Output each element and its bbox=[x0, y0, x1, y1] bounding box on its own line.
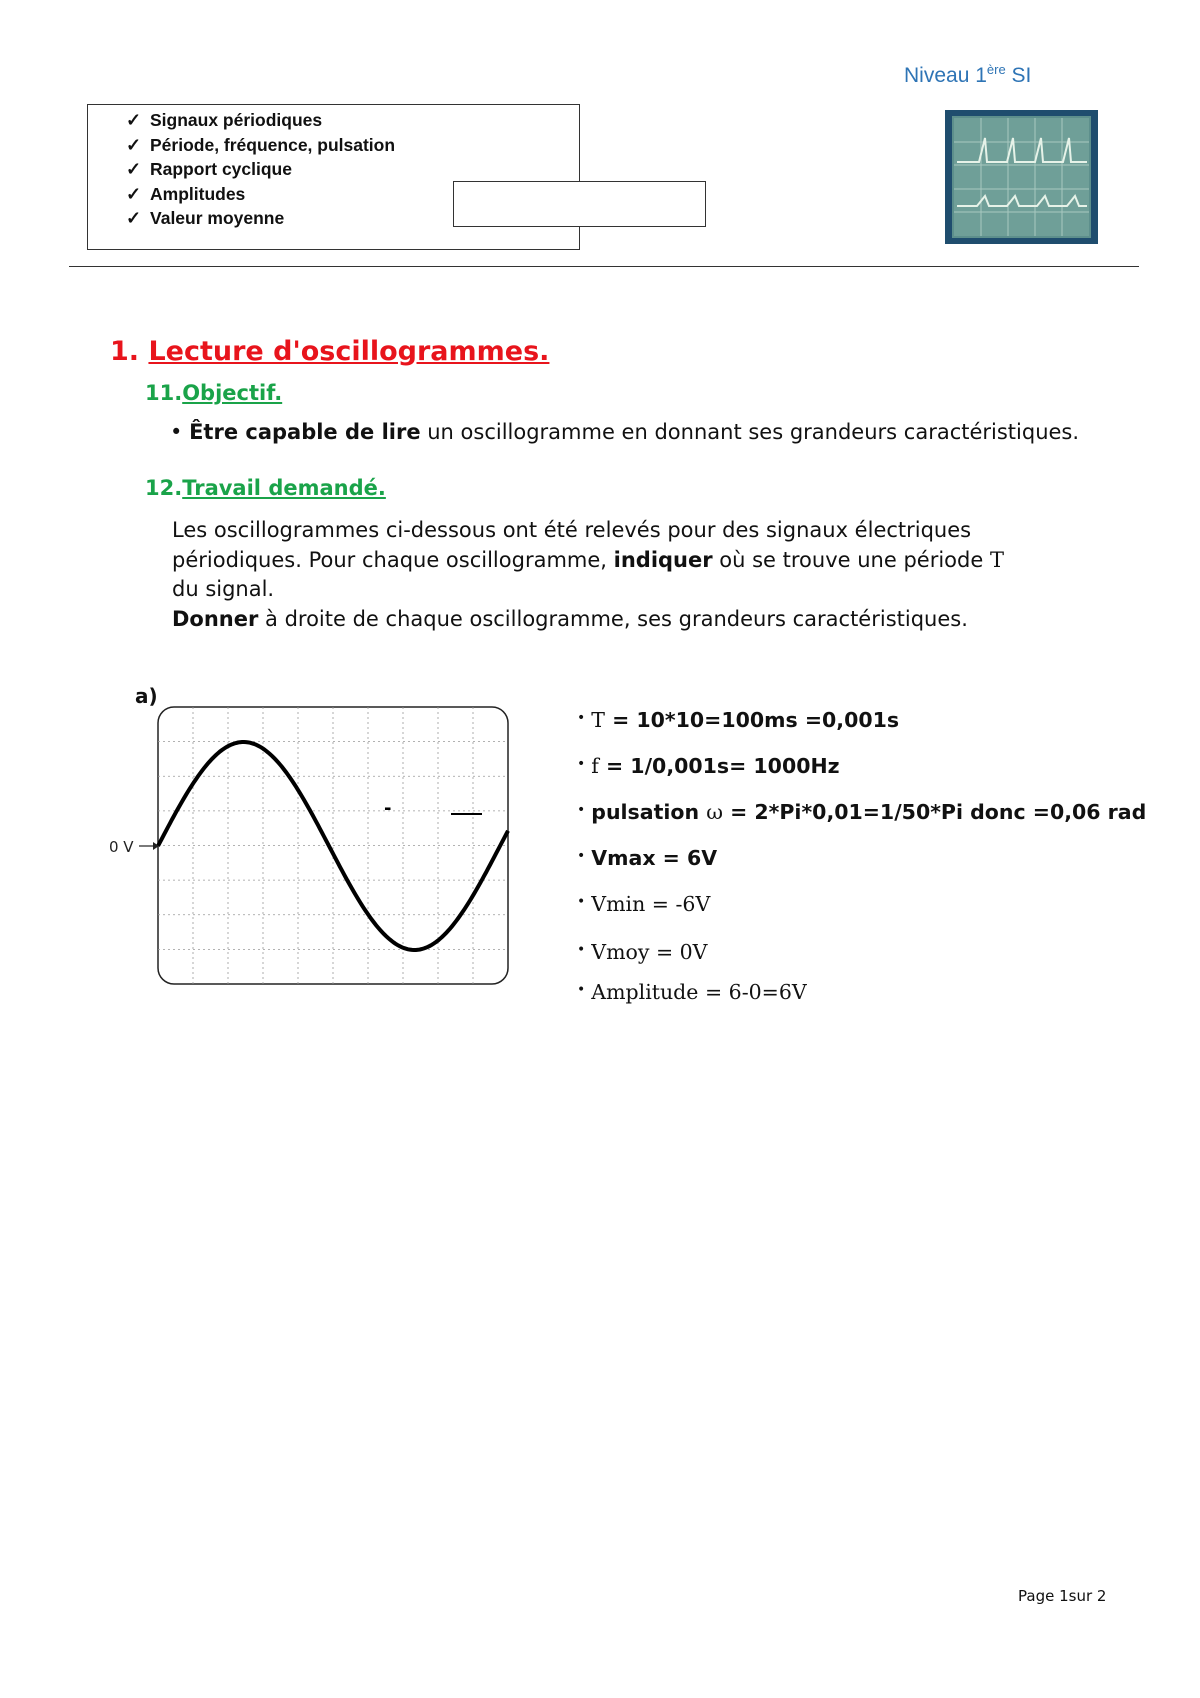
instructions-line bbox=[172, 605, 1072, 635]
bullet-icon: • bbox=[577, 942, 586, 958]
level-prefix: Niveau 1 bbox=[904, 64, 987, 87]
amplitude-item bbox=[577, 980, 807, 1004]
value: = 2*Pi*0,01=1/50*Pi donc =0,06 rad bbox=[722, 800, 1147, 824]
check-icon: ✓ bbox=[126, 159, 142, 179]
topic-item bbox=[126, 108, 395, 133]
bullet-icon: • bbox=[577, 894, 586, 910]
instructions-line bbox=[172, 546, 1072, 576]
topic-label: Signaux périodiques bbox=[150, 110, 323, 130]
text-bold: indiquer bbox=[613, 547, 713, 572]
text-run: où se trouve une période bbox=[712, 547, 990, 572]
bullet-icon: • bbox=[170, 420, 183, 444]
objective-bold: Être capable de lire bbox=[189, 420, 421, 444]
level-sup: ère bbox=[986, 62, 1006, 77]
value: Vmoy = 0V bbox=[591, 940, 708, 964]
frequency-item bbox=[577, 754, 840, 778]
objective-rest: un oscillogramme en donnant ses grandeurs caractéristiques. bbox=[420, 420, 1080, 444]
bullet-icon: • bbox=[577, 848, 586, 864]
symbol: ω bbox=[706, 800, 723, 824]
period-symbol: T bbox=[989, 547, 1004, 572]
pulsation-item bbox=[577, 800, 1146, 824]
instructions-line: Les oscillogrammes ci-dessous ont été relevés pour des signaux électriques bbox=[172, 518, 972, 542]
vmoy-item bbox=[577, 940, 708, 964]
topic-item bbox=[126, 157, 395, 182]
vmin-item bbox=[577, 892, 710, 916]
value: = 10*10=100ms =0,001s bbox=[604, 708, 900, 732]
subsection-objective bbox=[145, 381, 282, 405]
oscilloscope-photo bbox=[945, 110, 1098, 244]
value: Vmax = 6V bbox=[591, 846, 718, 870]
scope-mark: - bbox=[384, 798, 392, 819]
text-run: périodiques. Pour chaque oscillogramme, bbox=[172, 547, 614, 572]
empty-box bbox=[453, 181, 706, 227]
topic-item bbox=[126, 182, 395, 207]
subsection-work bbox=[145, 476, 386, 500]
text-run: à droite de chaque oscillogramme, ses grandeurs caractéristiques. bbox=[258, 606, 968, 631]
bullet-icon: • bbox=[577, 802, 586, 818]
topic-label: Amplitudes bbox=[150, 183, 246, 204]
bullet-icon: • bbox=[577, 756, 586, 772]
level-label bbox=[904, 62, 1031, 88]
value: Vmin = -6V bbox=[591, 892, 711, 916]
subsection-title: Objectif. bbox=[182, 381, 283, 405]
zero-volt-label: 0 V bbox=[109, 838, 134, 856]
vmax-item bbox=[577, 846, 717, 870]
symbol: f bbox=[591, 754, 599, 778]
bullet-icon: • bbox=[577, 982, 586, 998]
subsection-title: Travail demandé. bbox=[182, 476, 386, 500]
section-number: 1. bbox=[110, 336, 140, 367]
check-icon: ✓ bbox=[126, 110, 142, 130]
level-suffix: SI bbox=[1005, 64, 1032, 87]
subsection-number: 11. bbox=[145, 381, 183, 405]
check-icon: ✓ bbox=[126, 208, 142, 228]
instructions-line: du signal. bbox=[172, 577, 275, 601]
page-number: Page 1sur 2 bbox=[1018, 1587, 1107, 1605]
bullet-icon: • bbox=[577, 710, 586, 726]
objective-text bbox=[170, 420, 1079, 444]
check-icon: ✓ bbox=[126, 134, 142, 155]
topic-label: Période, fréquence, pulsation bbox=[150, 134, 396, 155]
value: Amplitude = 6-0=6V bbox=[591, 980, 807, 1004]
subsection-number: 12. bbox=[145, 476, 183, 500]
section-title bbox=[110, 336, 549, 367]
check-icon: ✓ bbox=[126, 183, 142, 204]
topics-list bbox=[126, 108, 395, 231]
topic-item bbox=[126, 206, 395, 231]
period-item bbox=[577, 708, 899, 732]
label: pulsation bbox=[591, 800, 707, 824]
text-bold: Donner bbox=[172, 606, 259, 631]
instructions-paragraph bbox=[172, 516, 1072, 634]
topic-label: Rapport cyclique bbox=[150, 159, 292, 179]
oscillogram-label: a) bbox=[135, 684, 158, 708]
topic-label: Valeur moyenne bbox=[150, 208, 285, 228]
value: = 1/0,001s= 1000Hz bbox=[598, 754, 840, 778]
section-title-text: Lecture d'oscillogrammes. bbox=[148, 336, 550, 367]
topic-item bbox=[126, 133, 395, 158]
header-rule bbox=[69, 266, 1139, 267]
oscillogram-a bbox=[95, 700, 525, 1000]
symbol: T bbox=[591, 708, 605, 732]
